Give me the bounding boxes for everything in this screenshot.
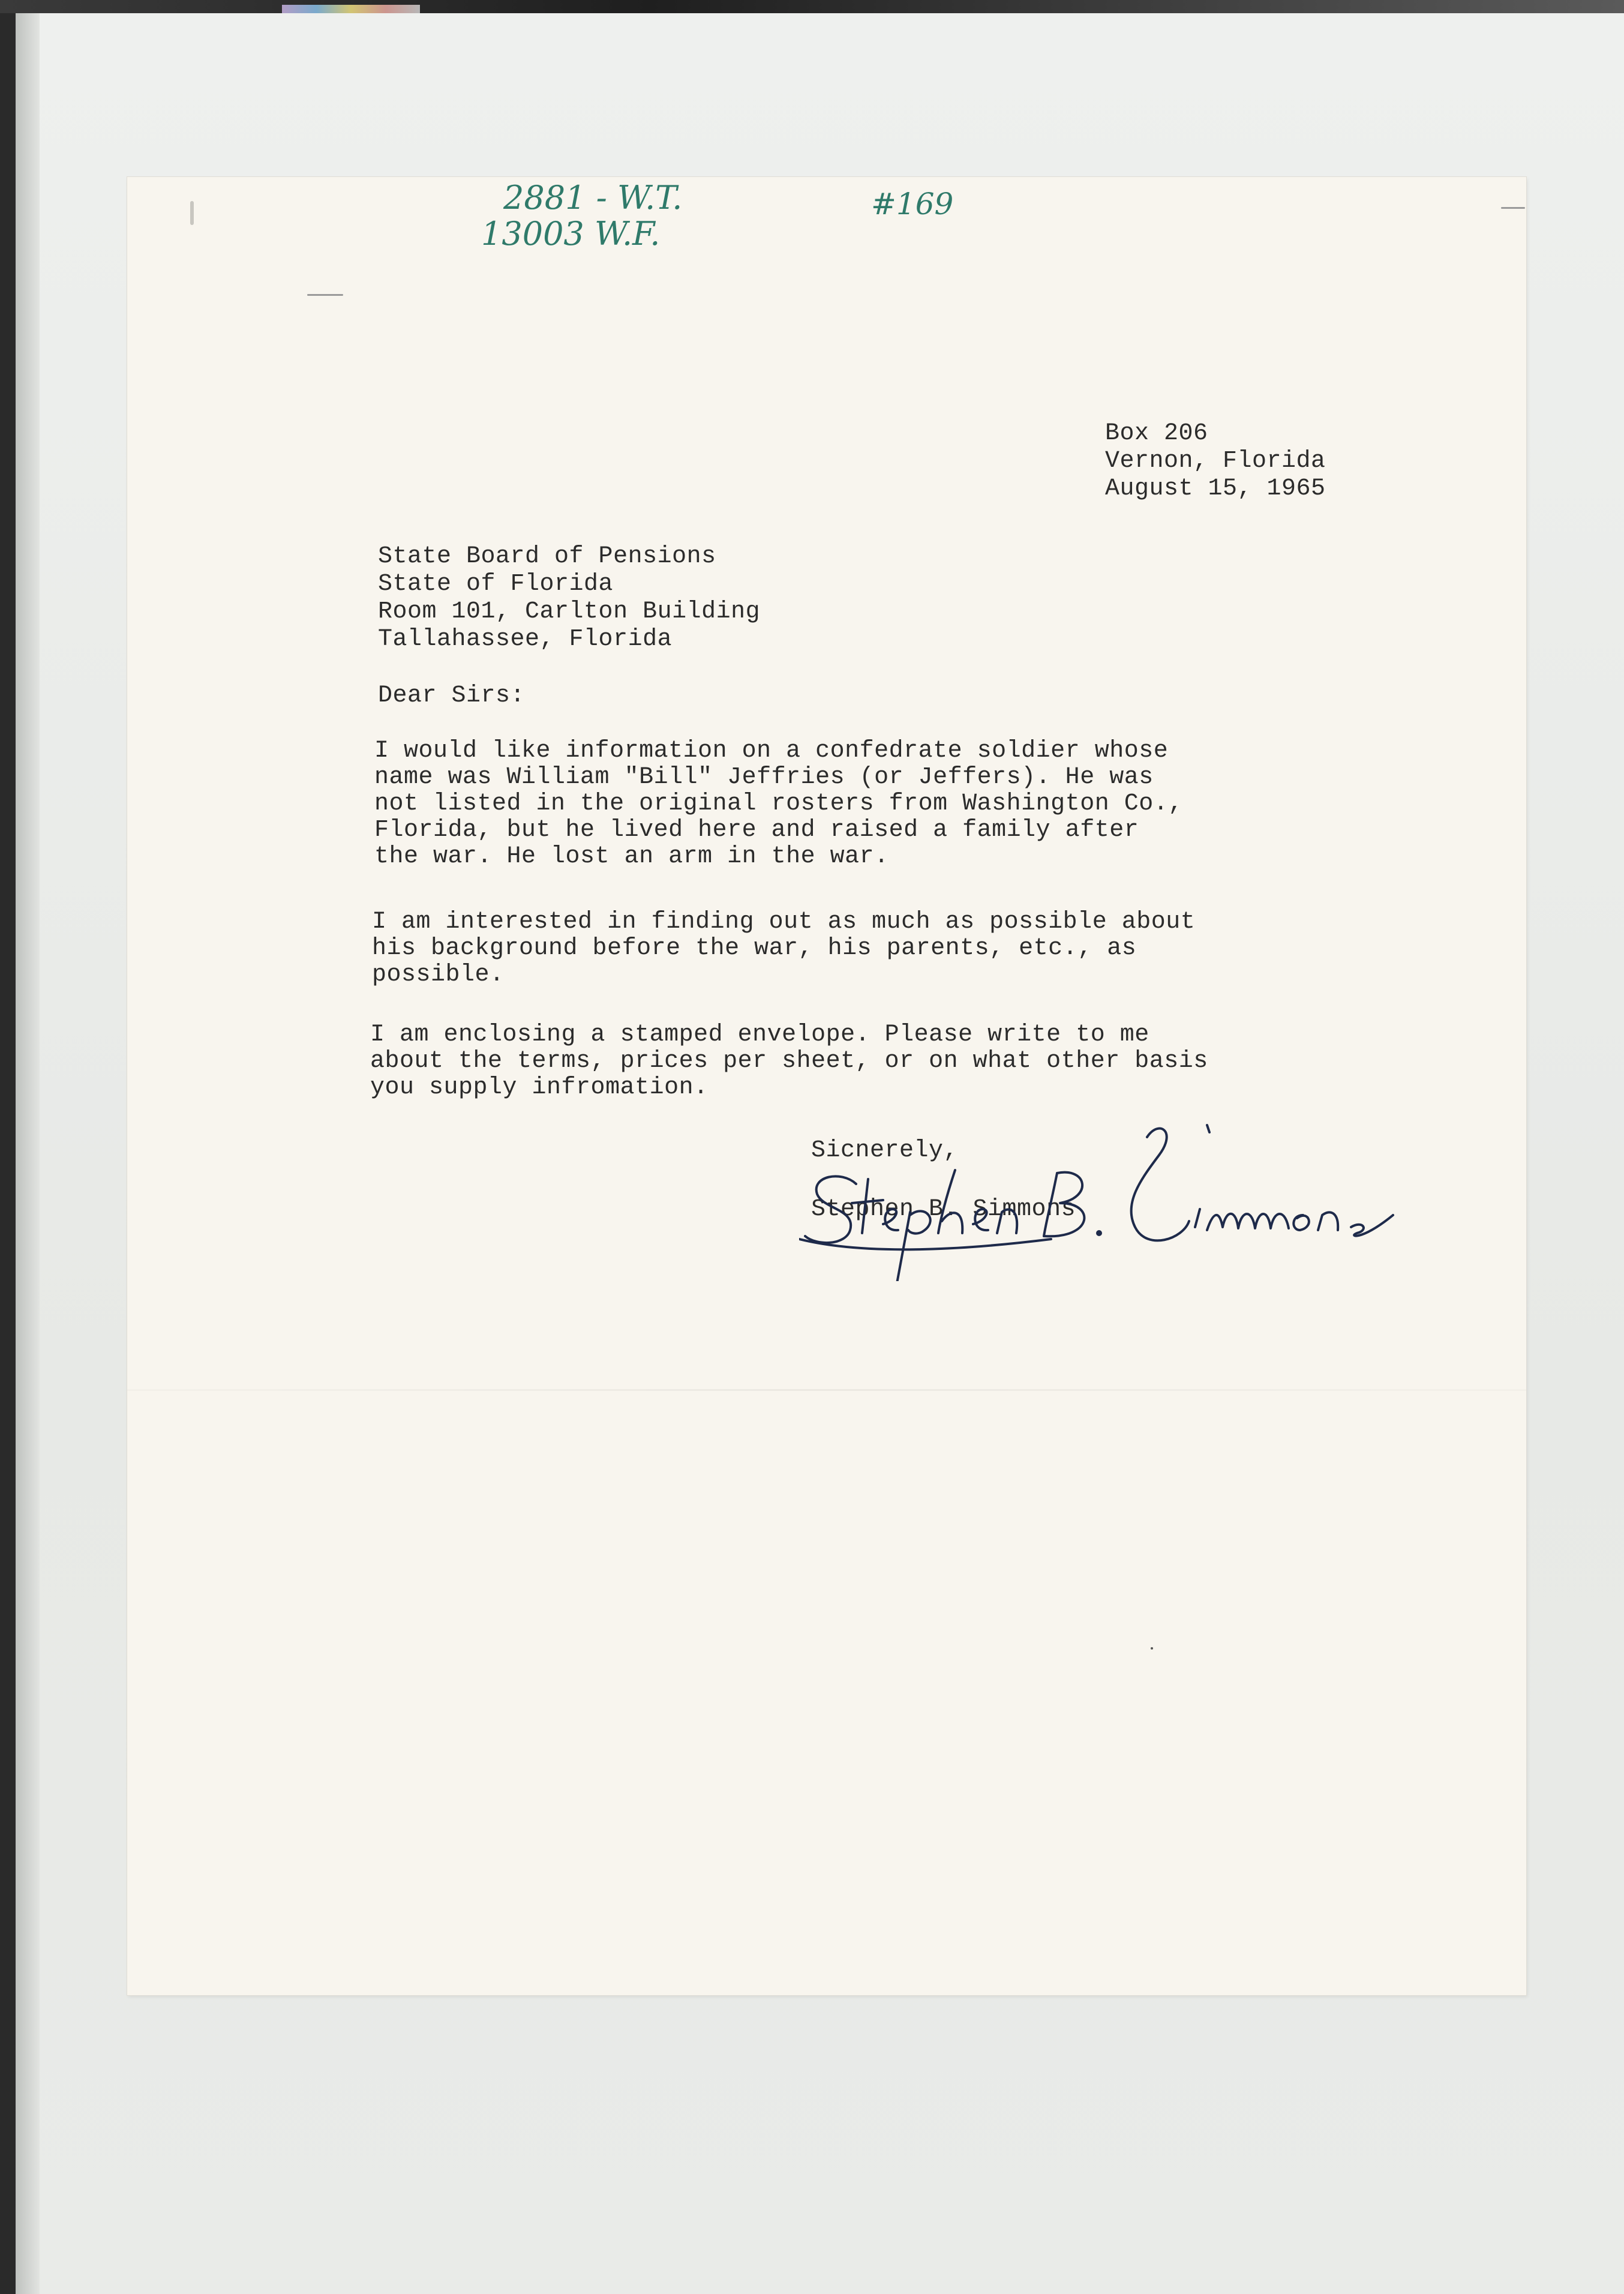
paper-mark: [307, 294, 343, 296]
closing: Sicnerely,: [811, 1137, 959, 1164]
paragraph-line: Florida, but he lived here and raised a family after: [374, 817, 1139, 844]
paragraph-line: the war. He lost an arm in the war.: [374, 843, 889, 870]
scanner-left-shadow: [16, 0, 40, 2294]
handwritten-signature: [799, 1113, 1399, 1281]
paper-fold-line: [127, 1389, 1526, 1391]
scanner-top-edge: [0, 0, 1624, 13]
typed-signature-name: Stephen B. Simmons: [811, 1196, 1076, 1223]
handwritten-file-number: #169: [871, 187, 954, 221]
letter-sheet: [127, 177, 1526, 1995]
paragraph-line: possible.: [372, 961, 505, 988]
salutation: Dear Sirs:: [378, 682, 526, 709]
paragraph-line: you supply infromation.: [370, 1074, 709, 1101]
paragraph-line: not listed in the original rosters from Washington Co.,: [374, 790, 1183, 817]
paragraph-line: I am enclosing a stamped envelope. Please write to me: [370, 1021, 1149, 1048]
paragraph-line: about the terms, prices per sheet, or on what other basis: [370, 1048, 1208, 1075]
body-paragraph-3: [370, 1022, 1208, 1101]
recipient-line1: State Board of Pensions: [378, 543, 716, 570]
handwritten-note-line1: 2881 - W.T.: [503, 179, 683, 217]
paragraph-line: his background before the war, his parents, etc., as: [372, 935, 1137, 962]
recipient-line4: Tallahassee, Florida: [378, 626, 673, 653]
scanner-left-edge: [0, 0, 16, 2294]
handwritten-note-line2: 13003 W.F.: [481, 215, 661, 253]
paragraph-line: I am interested in finding out as much as possible about: [372, 908, 1196, 935]
letter-date: August 15, 1965: [1105, 475, 1326, 502]
paper-mark: [190, 201, 194, 225]
body-paragraph-1: [374, 738, 1183, 870]
paper-mark: [1151, 1647, 1153, 1650]
sender-address-line1: Box 206: [1105, 420, 1208, 447]
paragraph-line: I would like information on a confedrate soldier whose: [374, 737, 1169, 764]
recipient-line2: State of Florida: [378, 571, 614, 598]
paragraph-line: name was William "Bill" Jeffries (or Jeffers). He was: [374, 764, 1154, 791]
paper-mark: [1501, 207, 1525, 209]
scanner-color-strip: [282, 5, 420, 13]
recipient-line3: Room 101, Carlton Building: [378, 598, 761, 625]
sender-address-line2: Vernon, Florida: [1105, 448, 1326, 475]
body-paragraph-2: [372, 909, 1195, 988]
